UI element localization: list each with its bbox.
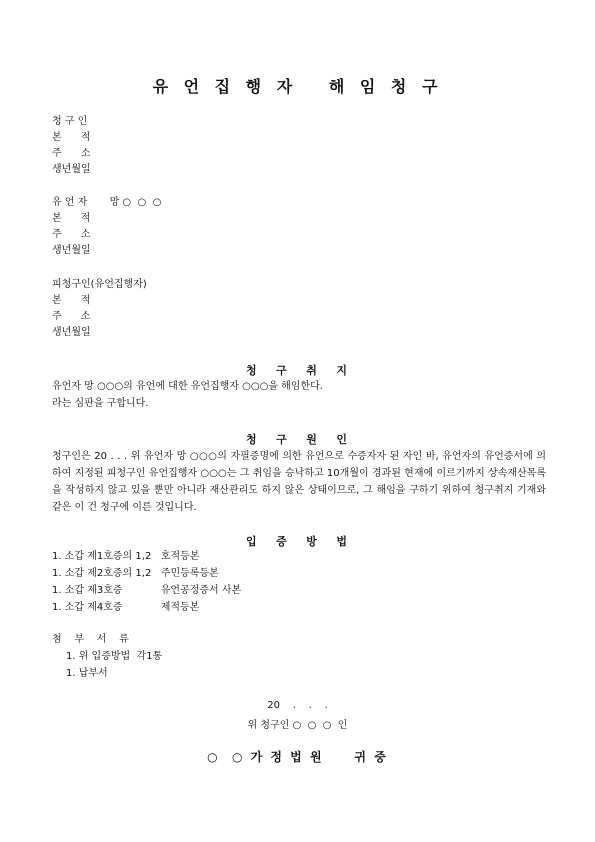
evidence-item: 1. 소갑 제3호증 유언공정증서 사본 <box>52 585 242 596</box>
respondent-birth-label: 생년월일 <box>52 327 91 338</box>
evidence-heading: 입 증 방 법 <box>246 535 349 548</box>
cause-heading: 청 구 원 인 <box>246 433 349 446</box>
respondent-domicile-label: 본 적 <box>52 295 91 306</box>
testator-birth-label: 생년월일 <box>52 245 91 256</box>
respondent-heading: 피청구인(유언집행자) <box>52 279 147 290</box>
petitioner-address-label: 주 소 <box>52 148 91 159</box>
evidence-item: 1. 소갑 제1호증의 1,2 호적등본 <box>52 551 200 562</box>
petitioner-heading: 청 구 인 <box>52 116 88 127</box>
evidence-item: 1. 소갑 제4호증 제적등본 <box>52 602 200 613</box>
attachment-item: 1. 납부서 <box>66 668 108 679</box>
cause-paragraph: 청구인은 20 . . . 위 유언자 망 ○○○의 자필증명에 의한 유언으로 수증자자 된 자인 바, 유언자의 유언증서에 의하여 지정된 피청구인 유언집행자 ○○○는 그 취임을 승낙하고 10개월이 경과된 현재에 이르기까지 상속재산목록을 작성하지 않고 있을 뿐만 아니라 재산관리도 하지 않은 상태이므로, 그 해임을 구하기 위하여 청구취지 기재와 같은 이 건 청구에 이른 것입니다. <box>52 451 546 513</box>
purpose-heading: 청 구 취 지 <box>246 364 349 377</box>
testator-address-label: 주 소 <box>52 229 91 240</box>
document-title: 유 언 집 행 자 해 임 청 구 <box>152 77 443 96</box>
petitioner-domicile-label: 본 적 <box>52 132 91 143</box>
petitioner-birth-label: 생년월일 <box>52 164 91 175</box>
testator-heading: 유 언 자 망 ○ ○ ○ <box>52 197 162 208</box>
evidence-item: 1. 소갑 제2호증의 1,2 주민등록등본 <box>52 568 219 579</box>
testator-domicile-label: 본 적 <box>52 213 91 224</box>
purpose-line-1: 유언자 망 ○○○의 유언에 대한 유언집행자 ○○○을 해임한다. <box>52 381 323 392</box>
respondent-address-label: 주 소 <box>52 311 91 322</box>
attachments-heading: 첨 부 서 류 <box>52 634 129 645</box>
signature-line: 위 청구인 ○ ○ ○ 인 <box>247 720 348 731</box>
attachment-item: 1. 위 입증방법 각1통 <box>66 651 163 662</box>
purpose-line-2: 라는 심판을 구합니다. <box>52 398 149 409</box>
date-line: 20 . . . <box>267 700 328 711</box>
court-addressee: ○ ○ 가 정 법 원 귀 중 <box>207 750 388 764</box>
